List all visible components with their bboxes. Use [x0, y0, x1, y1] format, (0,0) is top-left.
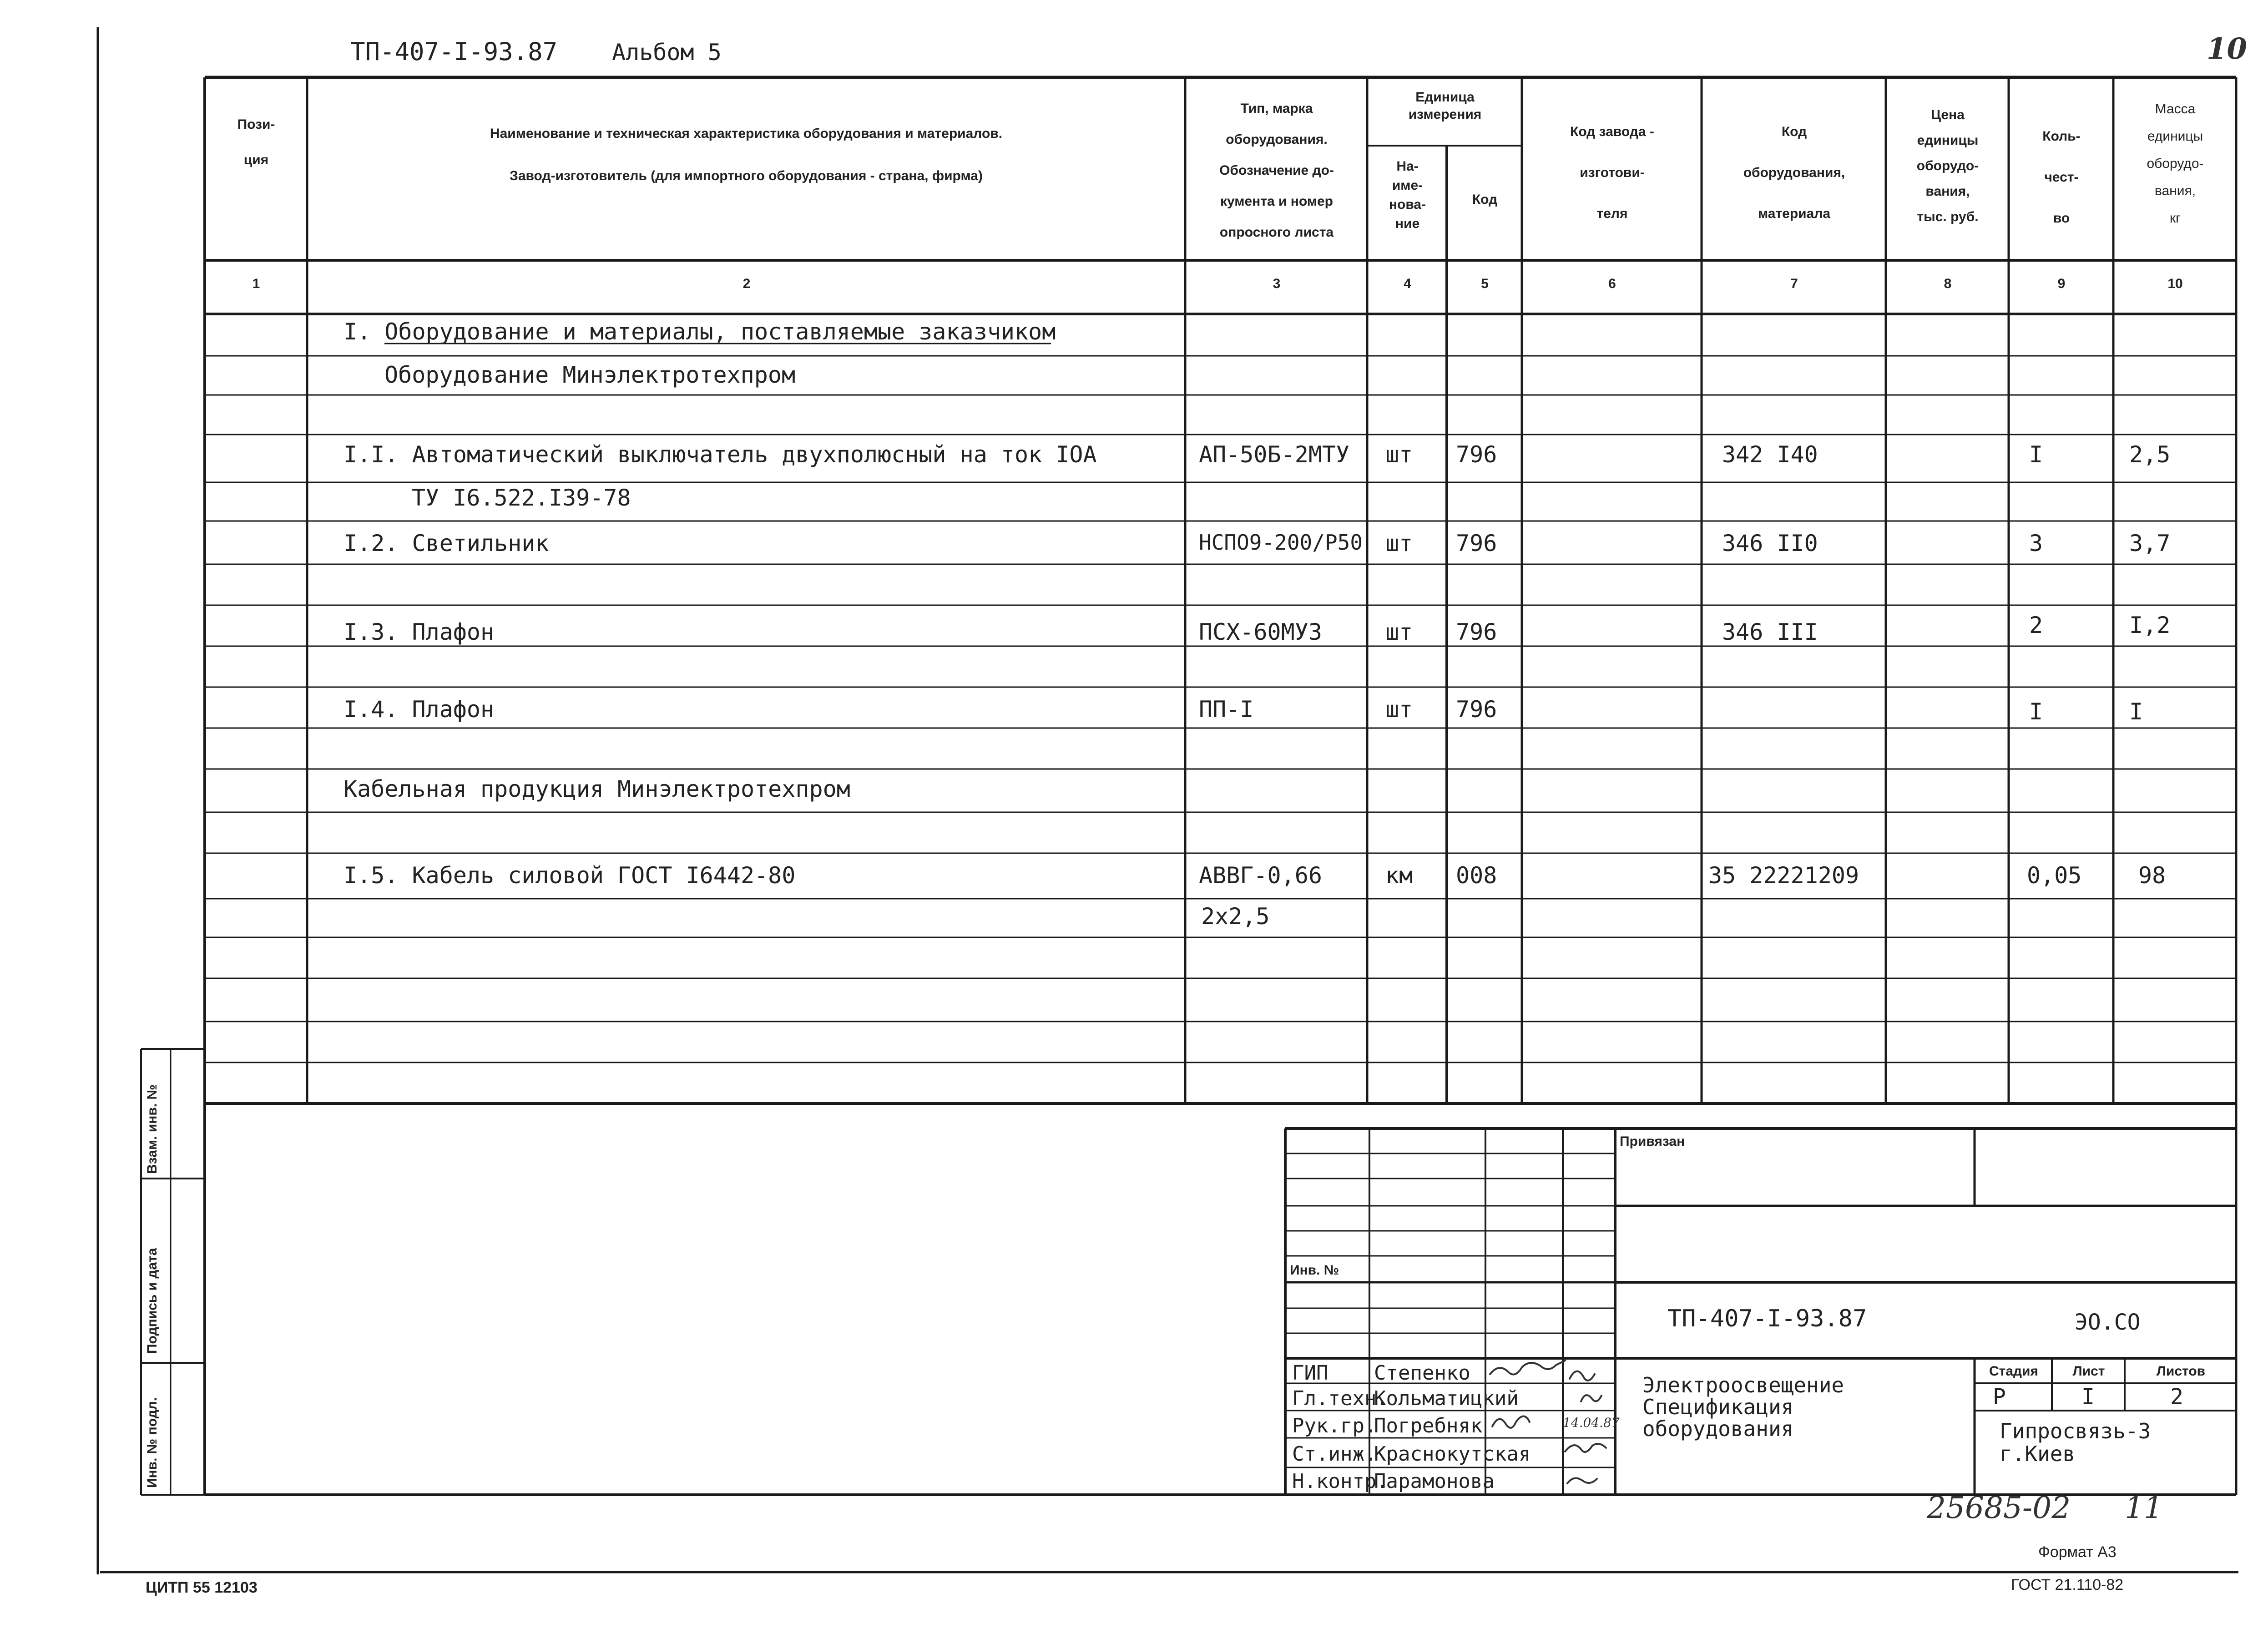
header-type: Тип, марка оборудования. Обозначение до- кумента и номер опросного листа	[1219, 101, 1334, 240]
item-equipment-code: 342 I40	[1722, 441, 1818, 468]
col-number: 7	[1790, 276, 1798, 291]
item-name: I.I. Автоматический выключатель двухполюсный на ток IOA	[343, 441, 1097, 468]
item-type-continued: 2х2,5	[1201, 903, 1270, 930]
stage-value: Р	[1993, 1384, 2006, 1410]
item-type: ПСХ-60МУЗ	[1199, 619, 1322, 645]
item-name: I.2. Светильник	[343, 530, 549, 556]
inventory-number: 25685-02	[1927, 1490, 2071, 1525]
stamp-replacement-inv: Взам. инв. №	[145, 1084, 160, 1174]
col-number: 3	[1273, 276, 1281, 291]
person-name: Погребняк	[1374, 1414, 1483, 1437]
item-equipment-code: 346 II0	[1722, 530, 1818, 556]
stamp-signature-date: Подпись и дата	[145, 1248, 160, 1354]
item-quantity: I	[2029, 698, 2043, 725]
item-quantity: 2	[2029, 612, 2043, 638]
header-quantity: Коль- чест- во	[2042, 129, 2081, 226]
inv-number-label: Инв. №	[1290, 1263, 1339, 1278]
item-unit-code: 796	[1456, 696, 1497, 723]
privyazan-label: Привязан	[1620, 1134, 1685, 1149]
left-print-code: ЦИТП 55 12103	[146, 1579, 258, 1596]
group-heading: Кабельная продукция Минэлектротехпром	[343, 776, 850, 802]
section-heading: I. Оборудование и материалы, поставляемые заказчиком	[343, 319, 1056, 345]
item-quantity: I	[2029, 441, 2043, 468]
header-plant-code: Код завода - изготови- теля	[1570, 124, 1654, 221]
item-unit: км	[1385, 862, 1413, 889]
role: Рук.гр.	[1292, 1414, 1377, 1437]
item-mass: 3,7	[2129, 530, 2171, 556]
col-number: 8	[1944, 276, 1952, 291]
person-name: Краснокутская	[1374, 1442, 1531, 1466]
role: ГИП	[1292, 1361, 1328, 1385]
item-name: I.5. Кабель силовой ГОСТ I6442-80	[343, 862, 796, 889]
item-equipment-code: 346 III	[1722, 619, 1818, 645]
person-name: Степенко	[1374, 1361, 1470, 1385]
item-name: I.3. Плафон	[343, 619, 495, 645]
col-number: 6	[1608, 276, 1616, 291]
item-unit-code: 796	[1456, 530, 1497, 556]
header-unit: Единица измерения	[1408, 90, 1482, 122]
header-unit-name: На- име- нова- ние	[1389, 159, 1426, 231]
item-name: I.4. Плафон	[343, 696, 495, 723]
document-title: Электроосвещение Спецификация оборудования	[1642, 1373, 1844, 1441]
col-number: 2	[743, 276, 751, 291]
standard-code: ГОСТ 21.110-82	[2011, 1576, 2124, 1593]
item-mass: 2,5	[2129, 441, 2171, 468]
stage-label: Стадия	[1989, 1364, 2039, 1379]
item-type: НСПО9-200/Р50	[1199, 530, 1363, 555]
item-mass: 98	[2138, 862, 2166, 889]
person-name: Парамонова	[1374, 1470, 1495, 1493]
col-number: 9	[2057, 276, 2066, 291]
item-type: ПП-I	[1199, 696, 1254, 723]
item-unit-code: 796	[1456, 619, 1497, 645]
header-mass: Масса единицы оборудо- вания, кг	[2147, 101, 2204, 226]
item-mass: I	[2129, 698, 2143, 725]
date-note: 14.04.87	[1563, 1415, 1620, 1430]
item-equipment-code: 35 22221209	[1708, 862, 1859, 889]
role: Ст.инж.	[1292, 1442, 1377, 1466]
person-name: Кольматицкий	[1374, 1387, 1519, 1410]
sheet-value: I	[2081, 1384, 2095, 1410]
col-number: 10	[2167, 276, 2183, 291]
item-unit: шт	[1385, 696, 1413, 723]
paper-format: Формат А3	[2038, 1543, 2116, 1561]
item-unit: шт	[1385, 530, 1413, 556]
sheets-label: Листов	[2156, 1364, 2206, 1379]
sheet-label: Лист	[2072, 1364, 2105, 1379]
item-quantity: 3	[2029, 530, 2043, 556]
album-label: Альбом 5	[612, 39, 722, 66]
item-type: АВВГ-0,66	[1199, 862, 1322, 889]
organization: Гипросвязь-3 г.Киев	[2000, 1419, 2151, 1466]
item-unit: шт	[1385, 619, 1413, 645]
role: Гл.техн.	[1292, 1387, 1389, 1410]
item-mass: I,2	[2129, 612, 2171, 638]
header-price: Цена единицы оборудо- вания, тыс. руб.	[1916, 107, 1979, 224]
header-position: Пози- ция	[237, 117, 275, 167]
header-equipment-code: Код оборудования, материала	[1743, 124, 1845, 221]
item-quantity: 0,05	[2027, 862, 2082, 889]
item-spec: ТУ I6.522.I39-78	[412, 485, 631, 511]
col-number: 4	[1404, 276, 1411, 291]
sheet-number: 10	[2207, 32, 2248, 66]
item-unit: шт	[1385, 441, 1413, 468]
title-doc-code: ТП-407-I-93.87	[1667, 1305, 1867, 1332]
role: Н.контр.	[1292, 1470, 1389, 1493]
doc-code: ТП-407-I-93.87	[350, 37, 558, 66]
page-handwritten: 11	[2125, 1490, 2163, 1525]
item-type: АП-50Б-2МТУ	[1199, 441, 1350, 468]
sheets-value: 2	[2170, 1384, 2183, 1410]
group-heading: Оборудование Минэлектротехпром	[384, 362, 796, 388]
header-unit-code: Код	[1472, 192, 1498, 207]
col-number: 5	[1481, 276, 1489, 291]
item-unit-code: 796	[1456, 441, 1497, 468]
header-name: Наименование и техническая характеристика оборудования и материалов. Завод-изготовитель (для импортного оборудования - страна, фирма)	[490, 126, 1003, 183]
item-unit-code: 008	[1456, 862, 1497, 889]
col-number: 1	[252, 276, 260, 291]
stamp-original-inv: Инв. № подл.	[145, 1397, 160, 1488]
section-code: ЭО.СО	[2075, 1310, 2141, 1335]
